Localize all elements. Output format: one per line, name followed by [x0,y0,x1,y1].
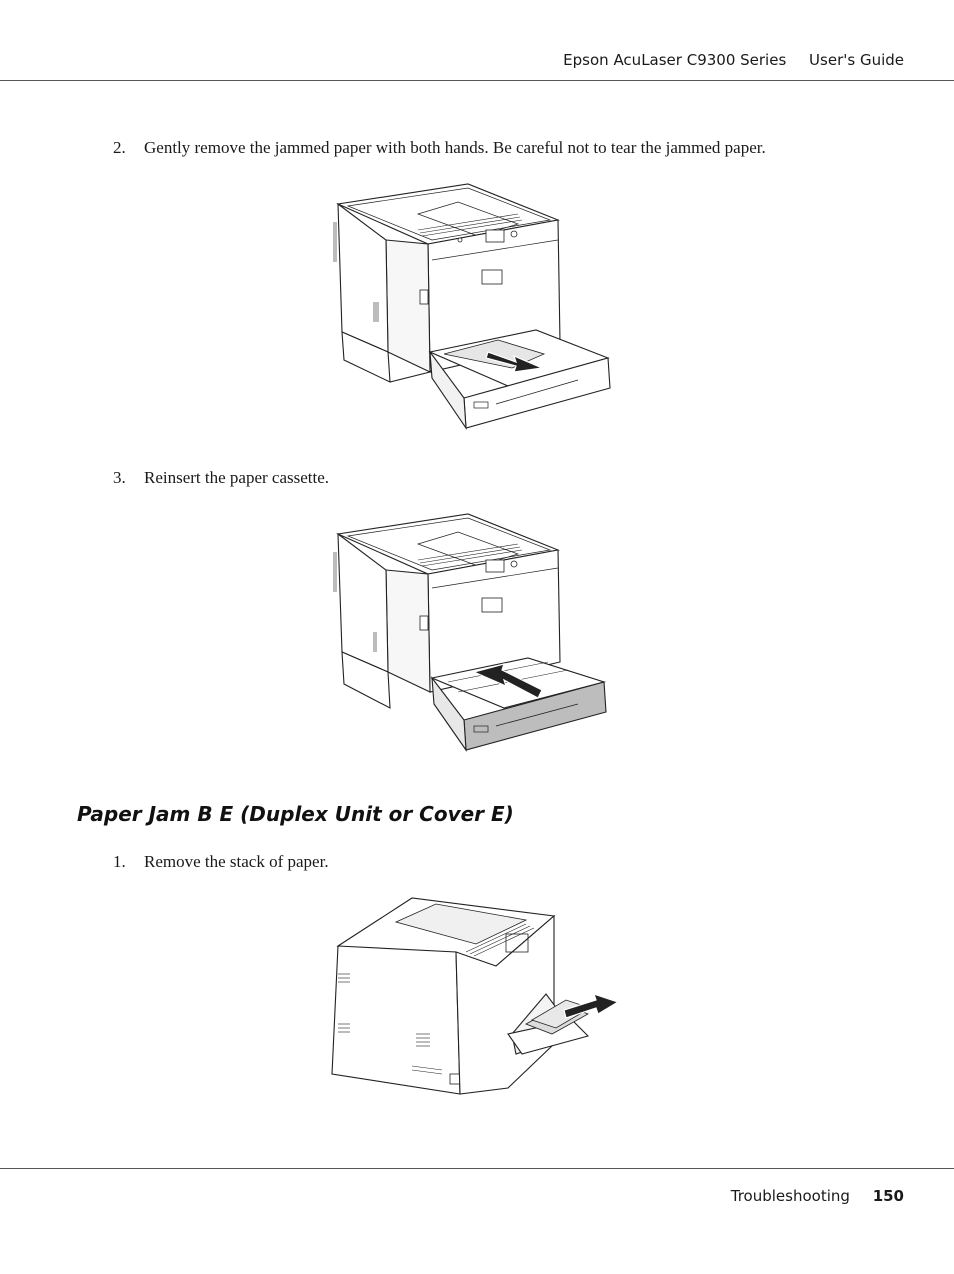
step-2 [113,137,766,159]
section-title: Paper Jam B E (Duplex Unit or Cover E) [77,802,514,826]
printer-illustration-remove-paper-stack [326,894,622,1102]
page-number: 150 [872,1187,904,1205]
running-header [563,51,904,69]
printer-illustration-remove-jam [328,182,618,430]
footer-rule [0,1168,954,1169]
step-text: Remove the stack of paper. [144,852,329,871]
header-product: Epson AcuLaser C9300 Series [563,51,787,69]
step-1 [113,851,329,873]
step-text: Gently remove the jammed paper with both hands. Be careful not to tear the jammed paper. [144,138,766,157]
step-3 [113,467,329,489]
step-number: 2. [113,138,126,157]
footer-chapter: Troubleshooting [730,1187,850,1205]
step-text: Reinsert the paper cassette. [144,468,330,487]
running-footer [731,1187,904,1205]
step-number: 1. [113,852,126,871]
header-guide: User's Guide [809,51,904,69]
step-number: 3. [113,468,126,487]
header-rule [0,80,954,81]
printer-illustration-reinsert-cassette [328,512,618,754]
